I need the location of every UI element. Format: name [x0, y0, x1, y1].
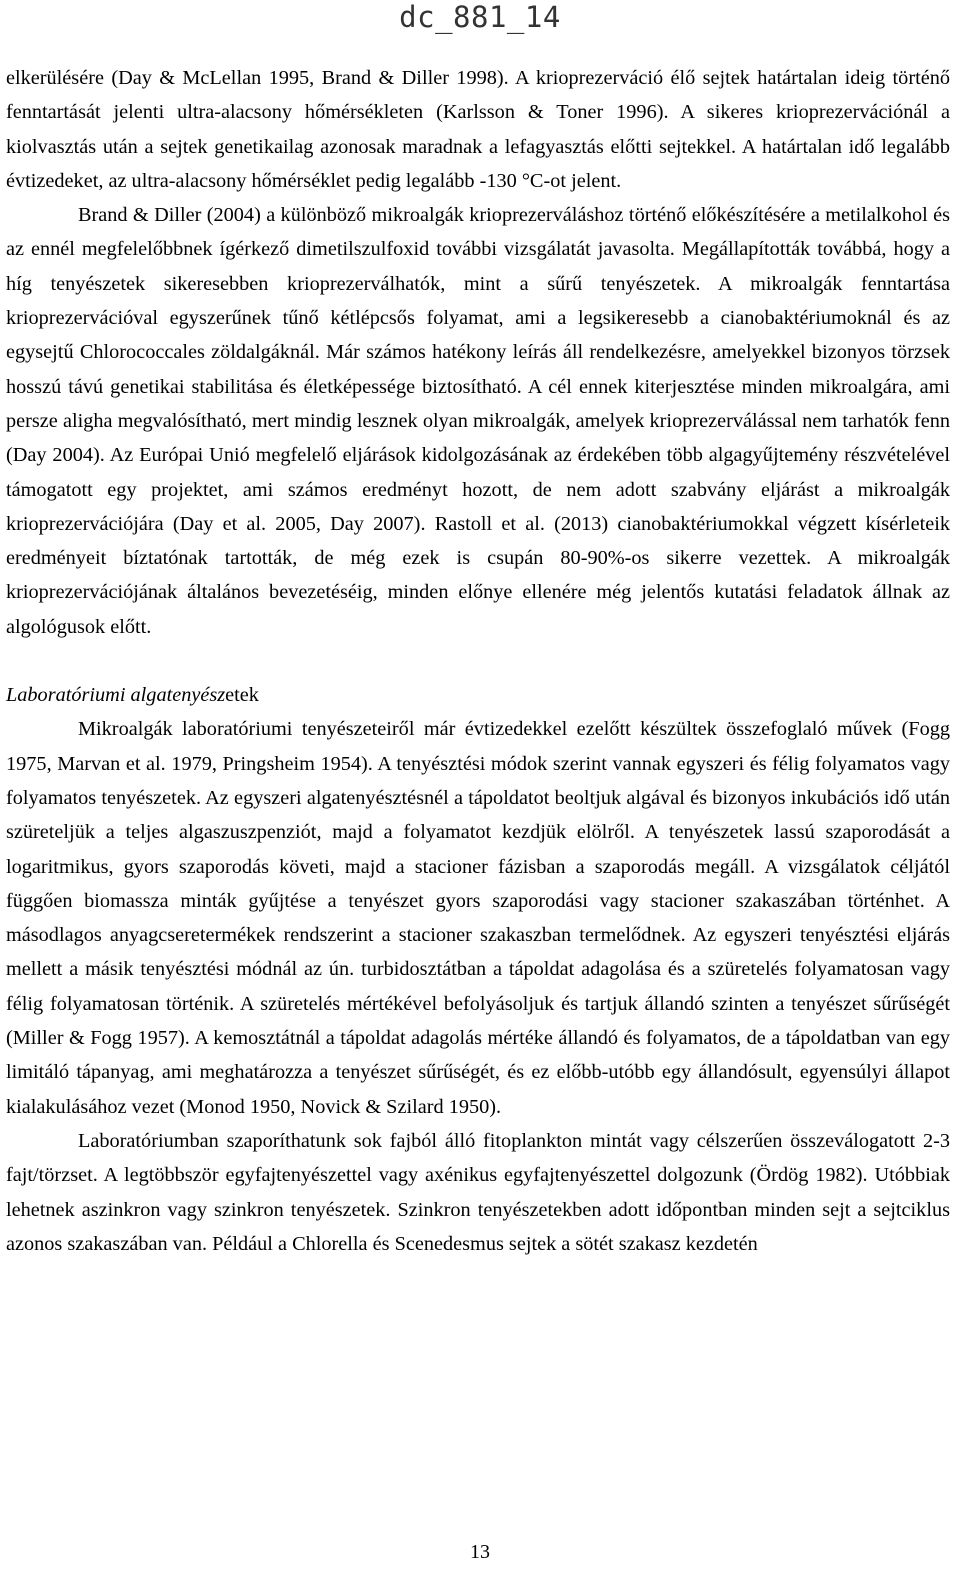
paragraph-cryopreservation-methods: Brand & Diller (2004) a különböző mikroalgák krioprezerváláshoz történő előkészítésére a metilalkohol és az ennél megfelelőbbnek ígérkező dimetilszulfoxid további vizsgálatát javasolta. Megállapították továbbá, hogy a híg tenyészetek sikeresebben krioprezerválhatók, mint a sűrű tenyészetek. A mikroalgák fenntartása krioprezervációval egyszerűnek tűnő kétlépcsős folyamat, ami a legsikeresebb a cianobaktériumoknál és az egysejtű Chlorococcales zöldalgáknál. Már számos hatékony leírás áll rendelkezésre, amelyekkel bizonyos törzsek hosszú távú genetikai stabilitása és életképessége biztosítható. A cél ennek kiterjesztése minden mikroalgára, ami persze aligha megvalósítható, mert mindig lesznek olyan mikroalgák, amelyek krioprezerválással nem tarhatók fenn (Day 2004). Az Európai Unió megfelelő eljárások kidolgozásának az érdekében több algagyűjtemény részvételével támogatott egy projektet, ami számos eredményt hozott, de nem adott szabvány eljárást a mikroalgák krioprezervációjára (Day et al. 2005, Day 2007). Rastoll et al. (2013) cianobaktériumokkal végzett kísérleteik eredményeit bíztatónak tartották, de még ezek is csupán 80-90%-os sikerre vezettek. A mikroalgák krioprezervációjának általános bevezetéséig, minden előnye ellenére még jelentős kutatási feladatok állnak az algológusok előtt. — [6, 204, 950, 638]
section-heading-upright-part: etek — [225, 684, 259, 707]
page-number: 13 — [470, 1541, 490, 1563]
paragraph-culture-methods: Mikroalgák laboratóriumi tenyészeteiről már évtizedekkel ezelőtt készültek összefoglaló művek (Fogg 1975, Marvan et al. 1979, Pringsheim 1954). A tenyésztési módok szerint vannak egyszeri és félig folyamatos vagy folyamatos tenyészetek. Az egyszeri algatenyésztésnél a tápoldatot beoltjuk algával és bizonyos inkubációs idő után szüreteljük a teljes algaszuszpenziót, majd a folyamatot kezdjük elölről. A tenyészetek lassú szaporodását a logaritmikus, gyors szaporodás követi, majd a stacioner fázisban a szaporodás megáll. A vizsgálatok céljától függően biomassza minták gyűjtése a tenyészet gyors szaporodási vagy stacioner szakaszában történhet. A másodlagos anyagcseretermékek rendszerint a stacioner szakaszban termelődnek. Az egyszeri tenyésztési eljárás mellett a másik tenyésztési módnál az ún. turbidosztátban a tápoldat adagolása és a szüretelés folyamatosan vagy félig folyamatosan történik. A szüretelés mértékével befolyásoljuk és tartjuk állandó szinten a tenyészet sűrűségét (Miller & Fogg 1957). A kemosztátnál a tápoldat adagolás mértéke állandó és folyamatos, de a tápoldatban van egy limitáló tápanyag, ami meghatározza a tenyészet sűrűségét, és ez előbb-utóbb egy állandósult, egyensúlyi állapot kialakulásához vezet (Monod 1950, Novick & Szilard 1950). — [6, 718, 950, 1118]
paragraph-cryopreservation-intro: elkerülésére (Day & McLellan 1995, Brand & Diller 1998). A krioprezerváció élő sejtek határtalan ideig történő fenntartását jelenti ultra-alacsony hőmérsékleten (Karlsson & Toner 1996). A sikeres krioprezervációnál a kiolvasztás után a sejtek genetikailag azonosak maradnak a lefagyasztás előtti sejtekkel. A határtalan idő legalább évtizedeket, az ultra-alacsony hőmérséklet pedig legalább -130 °C-ot jelent. — [6, 67, 950, 192]
document-code-header: dc_881_14 — [399, 0, 561, 34]
section-heading-italic-part: Laboratóriumi algatenyész — [6, 684, 226, 707]
section-heading-laboratory-cultures — [6, 678, 950, 712]
page-body — [6, 61, 950, 1261]
paragraph-synchronous-cultures: Laboratóriumban szaporíthatunk sok fajból álló fitoplankton mintát vagy célszerűen összeválogatott 2-3 fajt/törzset. A legtöbbször egyfajtenyészettel vagy axénikus egyfajtenyészettel dolgozunk (Ördög 1982). Utóbbiak lehetnek aszinkron vagy szinkron tenyészetek. Szinkron tenyészetekben adott időpontban minden sejt a sejtciklus azonos szakaszában van. Például a Chlorella és Scenedesmus sejtek a sötét szakasz kezdetén — [6, 1129, 950, 1255]
